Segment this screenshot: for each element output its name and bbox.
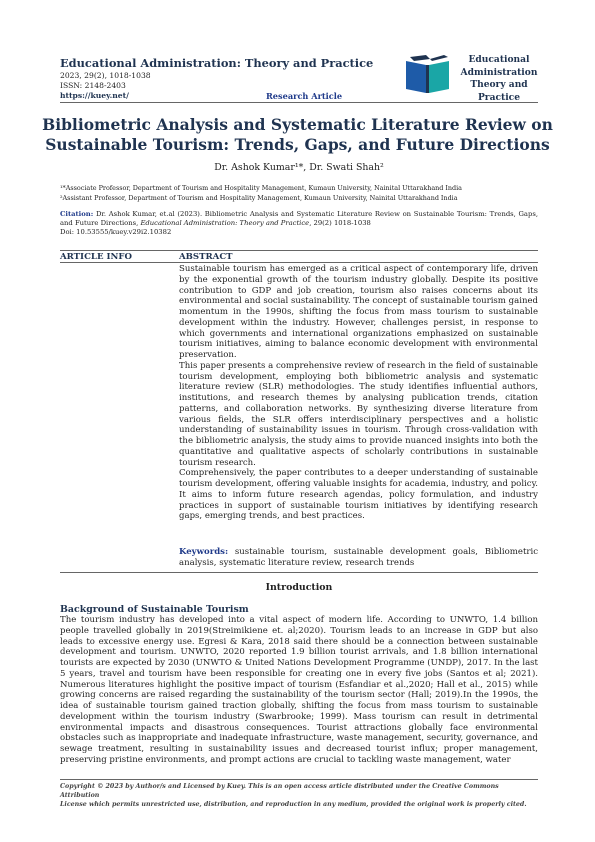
abstract-paragraph-3: Comprehensively, the paper contributes to a deeper understanding of sustainable tourism development, offering valuable insights for academia, industry, and policy. It aims to inform future research agendas, policy formulation, and industry practices in support of sustainable tourism initiatives by identifying research gaps, emerging trends, and best practices. xyxy=(179,468,538,522)
citation-label: Citation: xyxy=(60,210,94,218)
logo-text-line3: Theory and Practice xyxy=(470,79,528,103)
abstract-body xyxy=(179,264,538,522)
logo-text xyxy=(457,54,541,104)
introduction-paragraph: The tourism industry has developed into a vital aspect of modern life. According to UNWTO, 1.4 billion people travelled globally in 2019(Streimikiene et. al;2020). Tourism leads to an increase in GDP but also leads to excessive energy use. Egresi & Kara, 2018 said there should be a connection between sustainable development and tourism. UNWTO, 2020 reported 1.9 billion tourist arrivals, and 1.8 billion international tourists are expected by 2030 (UNWTO & United Nations Development Programme (UNDP), 2017. In the last 5 years, travel and tourism have been responsible for creating one in every five jobs (Santos et al; 2021). Numerous literatures highlight the positive impact of tourism (Esfandiar et al.,2020; Hall et al., 2015) while growing concerns are raised regarding the sustainability of the tourism sector (Hall; 2019).In the 1990s, the idea of sustainable tourism gained traction globally, shifting the focus from mass tourism to sustainable development within the tourism industry (Swarbrooke; 1999). Mass tourism can result in detrimental environmental impacts and disastrous consequences. Tourist attractions globally face environmental obstacles such as inappropriate and inadequate infrastructure, waste management, security, governance, and sewage treatment, resulting in sustainability issues and decreased tourist influx; proper management, preserving pristine environments, and prompt actions are crucial to tackling waste management, water xyxy=(60,615,538,765)
footer-line-2: License which permits unrestricted use, distribution, and reproduction in any medium, provided the original work is properly cited. xyxy=(60,800,527,808)
abstract-header-divider xyxy=(60,262,538,263)
volume-info: 2023, 29(2), 1018-1038 xyxy=(60,71,151,80)
abstract-paragraph-1: Sustainable tourism has emerged as a critical aspect of contemporary life, driven by the exponential growth of the tourism industry globally. Despite its positive contribution to GDP and job creation, tourism also raises concerns about its environmental and social sustainability. The concept of sustainable tourism gained momentum in the 1990s, shifting the focus from mass tourism to sustainable development within the industry. However, challenges persist, in response to which governments and international organizations emphasized on sustainable tourism initiatives, aiming to balance economic development with environmental preservation. xyxy=(179,264,538,360)
doi: Doi: 10.53555/kuey.v29i2.10382 xyxy=(60,227,172,236)
affiliation-2: ²Assistant Professor, Department of Tourism and Hospitality Management, Kumaun University, Nainital Uttarakhand India xyxy=(60,194,458,202)
issn: ISSN: 2148-2403 xyxy=(60,81,126,90)
citation-text: Dr. Ashok Kumar, et.al (2023). Bibliometric Analysis and Systematic Literature Review on Sustainable Tourism: Trends, Gaps, and Future Directions, xyxy=(60,210,538,227)
affiliation-1: ¹*Associate Professor, Department of Tourism and Hospitality Management, Kumaun University, Nainital Uttarakhand India xyxy=(60,184,462,192)
journal-url-link[interactable]: https://kuey.net/ xyxy=(60,91,129,100)
citation-tail: , 29(2) 1018-1038 xyxy=(309,218,371,227)
citation-journal: Educational Administration: Theory and Practice xyxy=(140,218,310,227)
abstract-bottom-divider xyxy=(60,572,538,573)
logo-text-line2: Administration xyxy=(460,66,538,78)
article-type-label: Research Article xyxy=(266,91,343,101)
citation-block xyxy=(60,210,538,237)
header-divider xyxy=(60,102,538,103)
keywords xyxy=(179,547,538,569)
journal-logo xyxy=(404,53,538,101)
abstract-heading: ABSTRACT xyxy=(179,252,233,262)
abstract-top-divider xyxy=(60,250,538,251)
abstract-paragraph-2: This paper presents a comprehensive review of research in the field of sustainable tourism development, employing both bibliometric analysis and systematic literature review (SLR) methodologies. The study identifies influential authors, institutions, and research themes by analysing publication trends, citation patterns, and collaboration networks. By synthesizing diverse literature from various fields, the SLR offers interdisciplinary perspectives and a holistic understanding of sustainability issues in tourism. Through cross-validation with the bibliometric analysis, the study aims to provide nuanced insights into both the quantitative and qualitative aspects of scholarly contributions in sustainable tourism research. xyxy=(179,360,538,468)
footer-divider xyxy=(60,779,538,780)
copyright-footer xyxy=(60,783,538,809)
book-logo-icon xyxy=(404,53,454,97)
introduction-heading: Introduction xyxy=(265,582,333,593)
journal-title: Educational Administration: Theory and Practice xyxy=(60,56,374,70)
keywords-label: Keywords: xyxy=(179,547,229,557)
logo-text-line1: Educational xyxy=(468,54,530,65)
keywords-text: sustainable tourism, sustainable development goals, Bibliometric analysis, systematic literature review, research trends xyxy=(179,547,538,568)
background-subheading: Background of Sustainable Tourism xyxy=(60,604,249,615)
article-info-heading: ARTICLE INFO xyxy=(60,252,132,262)
paper-title xyxy=(40,115,555,154)
authors: Dr. Ashok Kumar¹*, Dr. Swati Shah² xyxy=(214,162,384,173)
footer-line-1: Copyright © 2023 by Author/s and Licensed by Kuey. This is an open access article distributed under the Creative Commons Attribution xyxy=(60,783,499,799)
paper-title-line1: Bibliometric Analysis and Systematic Literature Review on xyxy=(42,115,553,134)
paper-title-line2: Sustainable Tourism: Trends, Gaps, and Future Directions xyxy=(45,134,550,154)
